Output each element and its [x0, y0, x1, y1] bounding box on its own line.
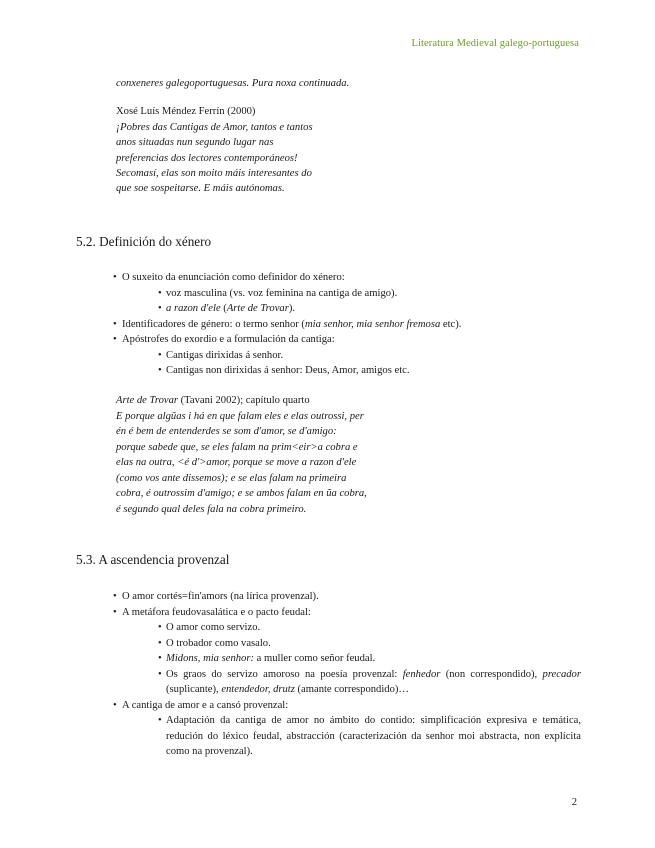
quote-line: que soe sospeitarse. E máis autónomas.	[116, 183, 285, 195]
sub-item-italic: Midons, mia senhor:	[166, 653, 254, 664]
continuation-line: conxeneres galegoportuguesas. Pura noxa continuada.	[116, 78, 350, 89]
sub-list	[122, 713, 581, 760]
list-item-text: etc).	[440, 318, 462, 330]
citation-line: cobra, é outrossim d'amigo; e se ambos falam en ũa cobra,	[116, 488, 367, 499]
list-item	[116, 270, 581, 317]
list-item-text: A cantiga de amor e a cansó provenzal:	[122, 699, 289, 711]
citation-line: é segundo qual deles fala na cobra primeiro.	[116, 503, 307, 515]
page-number: 2	[571, 797, 577, 808]
sub-list	[122, 348, 581, 379]
list-item	[116, 698, 581, 760]
sub-item-text: (suplicante),	[166, 684, 222, 695]
list-item-italic: mia senhor, mia senhor fremosa	[304, 318, 441, 330]
citation-block	[116, 393, 406, 517]
definition-list	[116, 270, 581, 379]
running-header: Literatura Medieval galego-portuguesa	[411, 38, 579, 49]
quote-author: Xosé Luís Méndez Ferrín (2000)	[116, 106, 256, 118]
list-item-text: Apóstrofes do exordio e a formulación da cantiga:	[122, 334, 335, 345]
sub-item-text: Cantigas dirixidas á senhor.	[166, 349, 284, 361]
sub-item-text: Os graos do servizo amoroso na poesía provenzal:	[166, 668, 403, 680]
sub-list-item	[160, 363, 581, 379]
citation-source	[116, 393, 406, 409]
citation-work: Arte de Trovar	[116, 395, 178, 406]
sub-item-text: (	[220, 303, 227, 314]
section-heading-5-3: 5.3. A ascendencia provenzal	[76, 552, 230, 567]
quote-line: ¡Pobres das Cantigas de Amor, tantos e tantos	[116, 121, 313, 133]
sub-item-text: a muller como señor feudal.	[253, 653, 376, 664]
sub-item-italic: fenhedor	[402, 668, 441, 680]
sub-list-item	[160, 651, 581, 667]
list-item	[116, 605, 581, 698]
citation-line: (como vos ante dissemos); e se elas falam na primeira	[116, 472, 347, 484]
citation-line: elas na outra, <é d'>amor, porque se move a razon d'ele	[116, 457, 357, 468]
sub-item-text: (non correspondido),	[440, 668, 543, 680]
quote-line: preferencias dos lectores contemporáneos!	[116, 152, 298, 164]
list-item: • O amor cortés=fin'amors (na lírica provenzal).	[116, 589, 581, 605]
intro-block	[116, 76, 581, 197]
sub-item-italic: a razon d'ele	[166, 303, 221, 314]
quote-line: Secomasí, elas son moito máis interesantes do	[116, 168, 312, 180]
sub-list-item	[160, 667, 581, 698]
sub-list-item: • O amor como servizo.	[160, 620, 581, 636]
list-item-text: O suxeito da enunciación como definidor do xénero:	[122, 272, 345, 283]
list-item	[116, 332, 581, 379]
sub-list-item	[160, 301, 581, 317]
sub-list-item: • Adaptación da cantiga de amor no ámbito do contido: simplificación expresiva e temática, redución do léxico feudal, abstracción (caracterización da senhor moi abstracta, non explícita como na provenzal).	[160, 713, 581, 760]
sub-item-text: ).	[288, 303, 296, 314]
sub-list	[122, 620, 581, 698]
sub-item-italic: Arte de Trovar	[226, 303, 289, 314]
sub-item-italic: entendedor, drutz	[221, 684, 295, 695]
citation-line: porque sabede que, se eles falam na prim<eir>a cobra e	[116, 441, 358, 453]
sub-list-item: • O trobador como vasalo.	[160, 636, 581, 652]
citation-line: E porque algũas i há en que falam eles e elas outrossi, per	[116, 410, 364, 422]
list-item-text: Identificadores de género: o termo senhor (	[122, 318, 305, 330]
citation-ref: (Tavani 2002); capítulo quarto	[178, 395, 310, 406]
quote-line: anos situadas nun segundo lugar nas	[116, 137, 274, 149]
citation-line: én é bem de entenderdes se som d'amor, se d'amigo:	[116, 426, 337, 437]
sub-list	[122, 286, 581, 317]
sub-item-italic: precador	[542, 668, 581, 680]
list-item	[116, 317, 581, 333]
sub-item-text: (amante correspondido)…	[294, 684, 410, 695]
sub-list-item	[160, 348, 581, 364]
sub-item-text: Cantigas non dirixidas á senhor: Deus, Amor, amigos etc.	[166, 365, 410, 376]
section-heading-5-2: 5.2. Definición do xénero	[76, 234, 212, 249]
sub-item-text: voz masculina (vs. voz feminina na cantiga de amigo).	[166, 287, 398, 299]
provenzal-list	[116, 589, 581, 760]
list-item-text: A metáfora feudovasalática e o pacto feudal:	[122, 606, 311, 618]
sub-list-item	[160, 286, 581, 302]
